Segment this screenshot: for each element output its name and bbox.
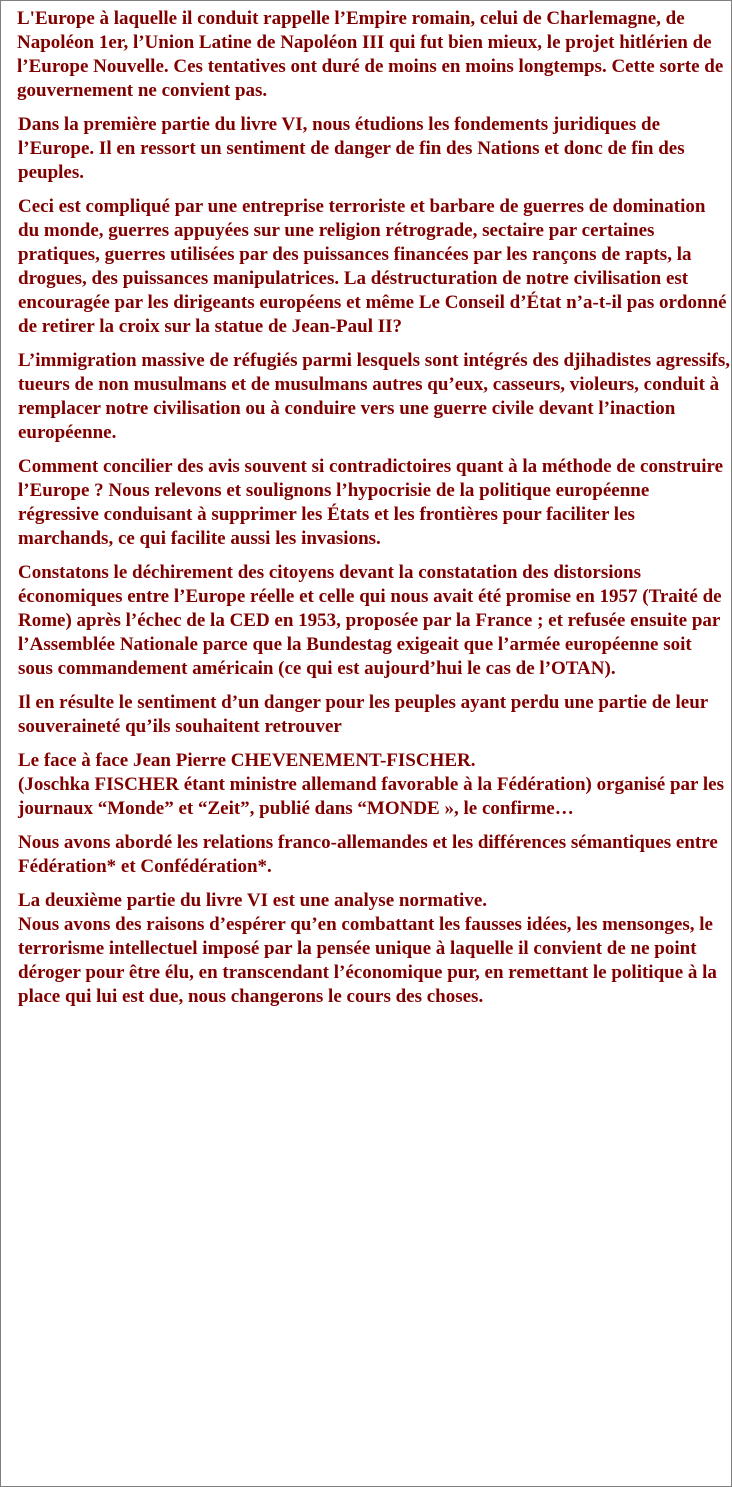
paragraph-normative-analysis: La deuxième partie du livre VI est une analyse normative. Nous avons des raisons d’espérer qu’en combattant les fausses idées, les mensonges, le terrorisme intellectuel imposé par la pensée unique à laquelle il convient de ne point déroger pour être élu, en transcendant l’économique pur, en remettant le politique à la place qui lui est due, nous changerons le cours des choses. (18, 890, 717, 1007)
paragraph-immigration: L’immigration massive de réfugiés parmi lesquels sont intégrés des djihadistes agressifs, tueurs de non musulmans et de musulmans autres qu’eux, casseurs, violeurs, conduit à remplacer notre civilisation ou à conduire vers une guerre civile devant l’inaction européenne. (18, 350, 730, 443)
paragraph-chevenement-fischer: Le face à face Jean Pierre CHEVENEMENT-FISCHER. (Joschka FISCHER étant ministre allemand favorable à la Fédération) organisé par les journaux “Monde” et “Zeit”, publié dans “MONDE », le confirme… (18, 750, 724, 819)
paragraph-europe-empires: L'Europe à laquelle il conduit rappelle l’Empire romain, celui de Charlemagne, de Napoléon 1er, l’Union Latine de Napoléon III qui fut bien mieux, le projet hitlérien de l’Europe Nouvelle. Ces tentatives ont duré de moins en moins longtemps. Cette sorte de gouvernement ne convient pas. (17, 8, 724, 101)
paragraph-terrorism: Ceci est compliqué par une entreprise terroriste et barbare de guerres de domination du monde, guerres appuyées sur une religion rétrograde, sectaire par certaines pratiques, guerres utilisées par des puissances financées par les rançons de rapts, la drogues, des puissances manipulatrices. La déstructuration de notre civilisation est encouragée par les dirigeants européens et même Le Conseil d’État n’a-t-il pas ordonné de retirer la croix sur la statue de Jean-Paul II? (18, 196, 727, 337)
paragraph-franco-german: Nous avons abordé les relations franco-allemandes et les différences sémantiques entre Fédération* et Confédération*. (18, 832, 718, 877)
paragraph-contradictions: Comment concilier des avis souvent si contradictoires quant à la méthode de construire l’Europe ? Nous relevons et soulignons l’hypocrisie de la politique européenne régressive conduisant à supprimer les États et les frontières pour faciliter les marchands, ce qui facilite aussi les invasions. (18, 456, 724, 549)
paragraph-legal-foundations: Dans la première partie du livre VI, nous étudions les fondements juridiques de l’Europe. Il en ressort un sentiment de danger de fin des Nations et donc de fin des peuples. (18, 114, 685, 183)
paragraph-economic-distortions: Constatons le déchirement des citoyens devant la constatation des distorsions économiques entre l’Europe réelle et celle qui nous avait été promise en 1957 (Traité de Rome) après l’échec de la CED en 1953, proposée par la France ; et refusée ensuite par l’Assemblée Nationale parce que la Bundestag exigeait que l’armée européenne soit sous commandement américain (ce qui est aujourd’hui le cas de l’OTAN). (18, 562, 722, 679)
paragraph-sovereignty: Il en résulte le sentiment d’un danger pour les peuples ayant perdu une partie de leur souveraineté qu’ils souhaitent retrouver (18, 692, 708, 737)
document-body (18, 7, 730, 1019)
